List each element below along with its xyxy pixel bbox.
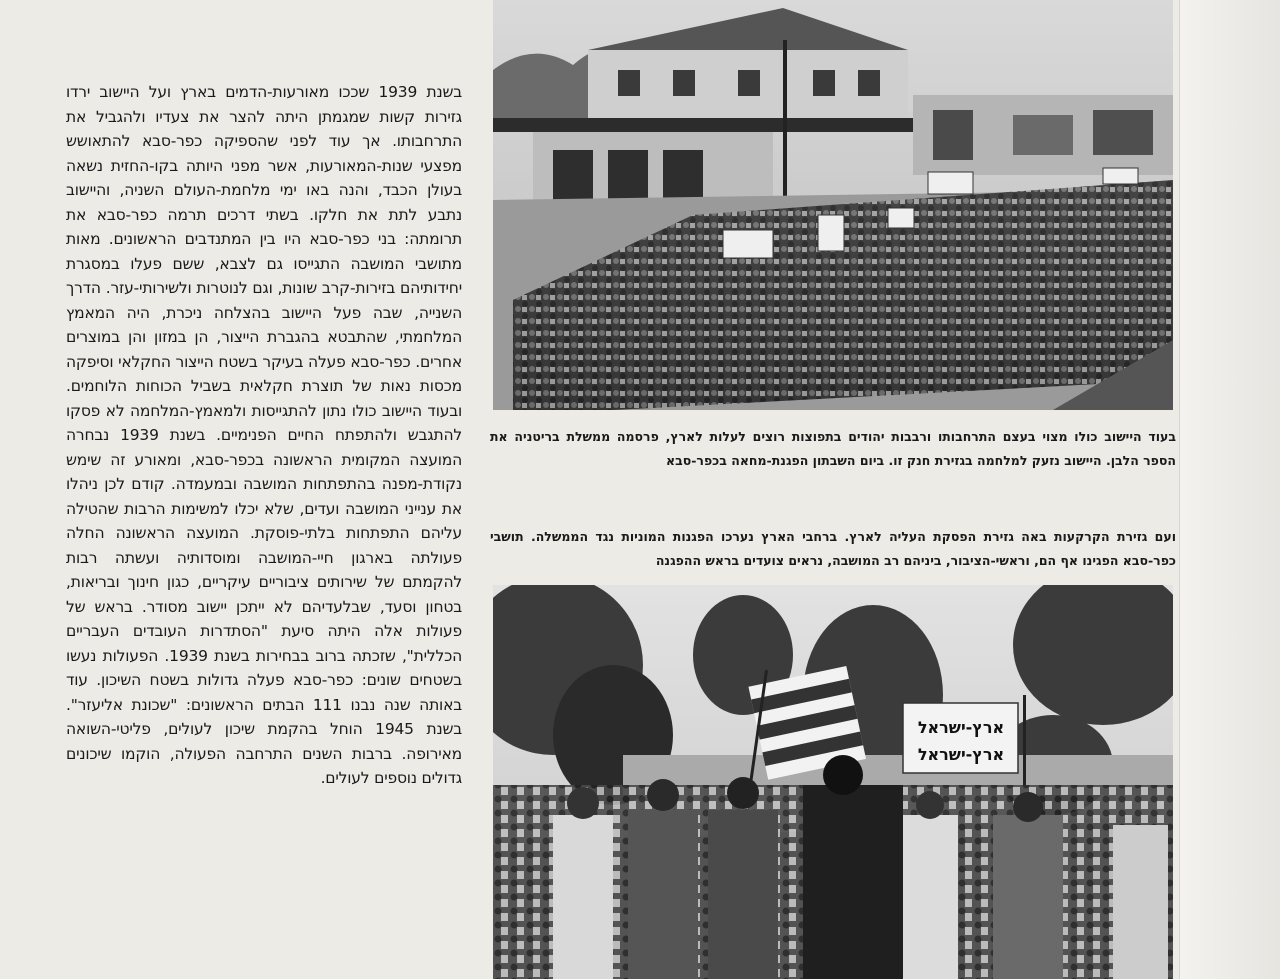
body-text: בשנת 1939 שככו מאורעות-הדמים בארץ ועל היישוב ירדו גזירות קשות שמגמתן היתה להצר את צעדיו ולהגביל את התרחבותו. אך עוד לפני שהספיקה כפר-סבא להתאושש מפצעי שנות-המאורעות, אשר מפני היותה בקו-החזית נשאה בעולן הכבד, והנה באו ימי מלחמת-העולם השניה, והיישוב נתבע לתת את חלקו. בשתי דרכים תרמה כפר-סבא את תרומתה: בני כפר-סבא היו בין המתנדבים הראשונים. מאות מתושבי המושבה התגייסו גם לצבא, ששם פעלו במסגרת יחידותיהם בזירות-קרב שונות, וגם לנוטרות ולשירותי-עזר. הדרך השנייה, שבה פעל היישוב בהצלחה ניכרת, היה המאמץ המלחמתי, שהתבטא בהגברת הייצור, הן במזון והן במוצרים אחרים. כפר-סבא פעלה בעיקר בשטח הייצור החקלאי וסיפקה מכסות נאות של תוצרת חקלאית בשביל הכוחות הלוחמים. ובעוד היישוב כולו נתון להתגייסות ולמאמץ-המלחמה לא פסקו להתגבש ולהתפתח החיים הפנימיים. בשנת 1939 נבחרה המועצה המקומית הראשונה בכפר-סבא, ומאורע זה שימש נקודת-מפנה בהתפתחות המושבה ובמעמדה. קודם לכן ניהלו את ענייני המושבה ועדים, שלא יכלו למשימות הרבות שהטילה עליהם התפתחות בלתי-פוסקת. המועצה הראשונה החלה פעולתה בארגון חיי-המושבה ומוסדותיה ועשתה רבות להקמתם של שירותים ציבוריים עיקריים, כגון חינוך ובריאות, בטחון וסעד, שבלעדיהם לא ייתכן יישוב מסודר. בראש של פעולות אלה היתה סיעת "הסתדרות העובדים העבריים הכללית", שזכתה ברוב בבחירות בשנת 1939. הפעולות נעשו בשטחים שונים: כפר-סבא פעלה גדולות בשטח השיכון. עוד באותה שנה נבנו 111 הבתים הראשונים: "שכונת אליעזר". בשנת 1945 הוחל בהקמת שיכון לעולים, פליטי-השואה מאירופה. ברבות השנים התרחבה הפעולה, הוקמו שיכונים גדולים נוספים לעולים. bbox=[66, 83, 463, 787]
march-with-flag-image bbox=[493, 585, 1173, 979]
street-demonstration-image bbox=[493, 0, 1173, 410]
banner-line-2: ארץ-ישראל bbox=[917, 745, 1005, 764]
banner-line-1: ארץ-ישראל bbox=[917, 718, 1005, 737]
bottom-photo-caption: ועם גזירת הקרקעות באה גזירת הפסקת העליה לארץ. ברחבי הארץ נערכו הפגנות המוניות נגד הממשלה. תושבי כפר-סבא הפגינו אף הם, וראשי-הציבור, ביניהם רב המושבה, נראים צועדים בראש ההפגנה bbox=[490, 529, 1176, 568]
march-with-flag-photo bbox=[493, 585, 1173, 979]
street-demonstration-photo bbox=[493, 0, 1173, 410]
facing-page-edge bbox=[1179, 0, 1280, 979]
top-photo-caption: בעוד היישוב כולו מצוי בעצם התרחבותו ורבבות יהודים בתפוצות רוצים לעלות לארץ, פרסמה ממשלת בריטניה את הספר הלבן. היישוב נזעק למלחמה בגזירת חנק זו. ביום השבתון הפגנת-מחאה בכפר-סבא bbox=[490, 429, 1176, 468]
